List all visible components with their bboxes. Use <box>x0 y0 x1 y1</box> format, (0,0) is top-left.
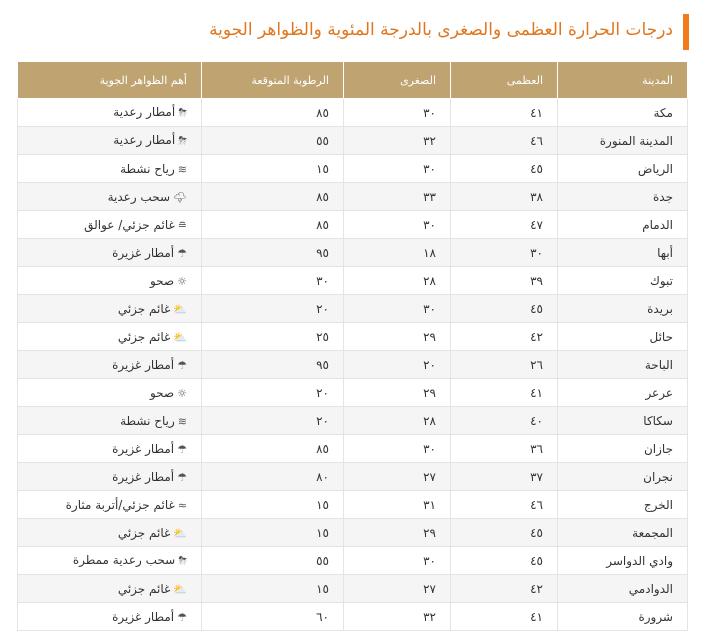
city-cell: مكة <box>558 99 688 127</box>
page-title: درجات الحرارة العظمى والصغرى بالدرجة المئوية والظواهر الجوية <box>209 20 673 40</box>
city-cell: الخرج <box>558 491 688 519</box>
page-header <box>14 14 689 50</box>
humidity-cell: ٢٠ <box>202 295 344 323</box>
max-temp-cell: ٤٧ <box>451 211 558 239</box>
sun-icon: ☼ <box>177 274 187 288</box>
city-cell: عرعر <box>558 379 688 407</box>
weather-table <box>17 61 688 631</box>
weather-cell <box>18 603 202 631</box>
table-header-row <box>18 62 688 99</box>
max-temp-cell: ٣٩ <box>451 267 558 295</box>
table-row <box>18 407 688 435</box>
weather-cell <box>18 239 202 267</box>
weather-label: أمطار غزيرة <box>112 441 175 456</box>
weather-cell <box>18 407 202 435</box>
city-cell: بريدة <box>558 295 688 323</box>
heavy-rain-icon: ☂ <box>177 358 187 372</box>
heavy-rain-icon: ☂ <box>177 246 187 260</box>
table-row <box>18 463 688 491</box>
max-temp-cell: ٤٥ <box>451 547 558 575</box>
weather-cell <box>18 155 202 183</box>
city-cell: المجمعة <box>558 519 688 547</box>
table-body <box>18 99 688 631</box>
partly-cloudy-icon: ⛅ <box>173 302 187 316</box>
min-temp-cell: ٢٨ <box>344 407 451 435</box>
header-min: الصغرى <box>344 62 451 99</box>
min-temp-cell: ٣٠ <box>344 295 451 323</box>
weather-cell <box>18 99 202 127</box>
thunder-cloud-icon: 🌩 <box>173 190 187 204</box>
humidity-cell: ٦٠ <box>202 603 344 631</box>
min-temp-cell: ١٨ <box>344 239 451 267</box>
max-temp-cell: ٣٧ <box>451 463 558 491</box>
humidity-cell: ٨٥ <box>202 183 344 211</box>
min-temp-cell: ٢٠ <box>344 351 451 379</box>
humidity-cell: ٥٥ <box>202 127 344 155</box>
wind-icon: ≋ <box>177 414 187 428</box>
max-temp-cell: ٣٨ <box>451 183 558 211</box>
table-row <box>18 435 688 463</box>
min-temp-cell: ٢٧ <box>344 463 451 491</box>
weather-label: صحو <box>149 385 175 400</box>
weather-label: غائم جزئي/ عوالق <box>84 217 175 232</box>
weather-cell <box>18 183 202 211</box>
city-cell: الدوادمي <box>558 575 688 603</box>
table-row <box>18 295 688 323</box>
weather-cell <box>18 379 202 407</box>
title-accent-bar <box>683 14 689 50</box>
thunder-rain-icon: ⛈ <box>178 554 187 567</box>
header-max: العظمى <box>451 62 558 99</box>
heavy-rain-icon: ☂ <box>177 610 187 624</box>
city-cell: الرياض <box>558 155 688 183</box>
max-temp-cell: ٤٥ <box>451 295 558 323</box>
max-temp-cell: ٤٦ <box>451 491 558 519</box>
humidity-cell: ٥٥ <box>202 547 344 575</box>
humidity-cell: ١٥ <box>202 575 344 603</box>
max-temp-cell: ٤٢ <box>451 575 558 603</box>
table-row <box>18 155 688 183</box>
heavy-rain-icon: ☂ <box>177 470 187 484</box>
weather-cell <box>18 435 202 463</box>
min-temp-cell: ٣٢ <box>344 603 451 631</box>
thunder-rain-icon: ⛈ <box>178 106 187 119</box>
max-temp-cell: ٢٦ <box>451 351 558 379</box>
humidity-cell: ٢٠ <box>202 379 344 407</box>
humidity-cell: ٩٥ <box>202 351 344 379</box>
weather-cell <box>18 323 202 351</box>
weather-cell <box>18 519 202 547</box>
header-city: المدينة <box>558 62 688 99</box>
table-row <box>18 379 688 407</box>
city-cell: حائل <box>558 323 688 351</box>
dust-icon: ≈ <box>177 498 187 512</box>
table-row <box>18 547 688 575</box>
humidity-cell: ٢٠ <box>202 407 344 435</box>
weather-label: أمطار غزيرة <box>112 469 175 484</box>
weather-cell <box>18 575 202 603</box>
min-temp-cell: ٣١ <box>344 491 451 519</box>
humidity-cell: ٨٥ <box>202 435 344 463</box>
city-cell: أبها <box>558 239 688 267</box>
max-temp-cell: ٤١ <box>451 379 558 407</box>
weather-label: صحو <box>149 273 175 288</box>
table-row <box>18 99 688 127</box>
table-row <box>18 127 688 155</box>
haze-icon: ≘ <box>177 218 187 232</box>
city-cell: شرورة <box>558 603 688 631</box>
max-temp-cell: ٤٥ <box>451 519 558 547</box>
min-temp-cell: ٣٢ <box>344 127 451 155</box>
city-cell: سكاكا <box>558 407 688 435</box>
min-temp-cell: ٣٣ <box>344 183 451 211</box>
weather-label: غائم جزئي/أتربة مثارة <box>65 497 175 512</box>
weather-cell <box>18 211 202 239</box>
city-cell: جدة <box>558 183 688 211</box>
humidity-cell: ٨٥ <box>202 211 344 239</box>
min-temp-cell: ٣٠ <box>344 99 451 127</box>
city-cell: الباحة <box>558 351 688 379</box>
humidity-cell: ١٥ <box>202 155 344 183</box>
city-cell: المدينة المنورة <box>558 127 688 155</box>
max-temp-cell: ٤١ <box>451 603 558 631</box>
city-cell: نجران <box>558 463 688 491</box>
weather-label: أمطار رعدية <box>113 133 176 147</box>
max-temp-cell: ٣٦ <box>451 435 558 463</box>
min-temp-cell: ٣٠ <box>344 211 451 239</box>
min-temp-cell: ٢٩ <box>344 323 451 351</box>
partly-cloudy-icon: ⛅ <box>173 582 187 596</box>
min-temp-cell: ٣٠ <box>344 155 451 183</box>
weather-label: رياح نشطة <box>120 413 175 428</box>
humidity-cell: ٩٥ <box>202 239 344 267</box>
weather-cell <box>18 267 202 295</box>
table-row <box>18 575 688 603</box>
weather-label: غائم جزئي <box>117 301 171 316</box>
weather-cell <box>18 351 202 379</box>
weather-cell <box>18 295 202 323</box>
humidity-cell: ٨٠ <box>202 463 344 491</box>
humidity-cell: ٨٥ <box>202 99 344 127</box>
max-temp-cell: ٤٢ <box>451 323 558 351</box>
sun-icon: ☼ <box>177 386 187 400</box>
weather-label: أمطار غزيرة <box>112 245 175 260</box>
max-temp-cell: ٤١ <box>451 99 558 127</box>
weather-label: سحب رعدية <box>107 189 171 204</box>
humidity-cell: ١٥ <box>202 491 344 519</box>
min-temp-cell: ٢٩ <box>344 519 451 547</box>
city-cell: تبوك <box>558 267 688 295</box>
city-cell: الدمام <box>558 211 688 239</box>
weather-label: أمطار غزيرة <box>112 357 175 372</box>
city-cell: جازان <box>558 435 688 463</box>
weather-label: غائم جزئي <box>117 329 171 344</box>
weather-label: سحب رعدية ممطرة <box>72 553 176 567</box>
city-cell: وادي الدواسر <box>558 547 688 575</box>
weather-cell <box>18 127 202 155</box>
min-temp-cell: ٣٠ <box>344 547 451 575</box>
weather-cell <box>18 491 202 519</box>
max-temp-cell: ٤٠ <box>451 407 558 435</box>
partly-cloudy-icon: ⛅ <box>173 330 187 344</box>
weather-cell <box>18 547 202 575</box>
heavy-rain-icon: ☂ <box>177 442 187 456</box>
weather-label: رياح نشطة <box>120 161 175 176</box>
max-temp-cell: ٤٥ <box>451 155 558 183</box>
table-row <box>18 239 688 267</box>
humidity-cell: ١٥ <box>202 519 344 547</box>
header-weather: أهم الظواهر الجوية <box>18 62 202 99</box>
weather-label: غائم جزئي <box>117 581 171 596</box>
max-temp-cell: ٣٠ <box>451 239 558 267</box>
table-row <box>18 603 688 631</box>
min-temp-cell: ٢٩ <box>344 379 451 407</box>
wind-icon: ≋ <box>177 162 187 176</box>
humidity-cell: ٣٠ <box>202 267 344 295</box>
thunder-rain-icon: ⛈ <box>178 134 187 147</box>
table-row <box>18 183 688 211</box>
partly-cloudy-icon: ⛅ <box>173 526 187 540</box>
weather-label: أمطار رعدية <box>113 105 176 119</box>
table-row <box>18 211 688 239</box>
table-row <box>18 491 688 519</box>
min-temp-cell: ٢٧ <box>344 575 451 603</box>
table-row <box>18 323 688 351</box>
min-temp-cell: ٣٠ <box>344 435 451 463</box>
min-temp-cell: ٢٨ <box>344 267 451 295</box>
table-row <box>18 519 688 547</box>
max-temp-cell: ٤٦ <box>451 127 558 155</box>
header-humidity: الرطوبة المتوقعة <box>202 62 344 99</box>
humidity-cell: ٢٥ <box>202 323 344 351</box>
weather-label: غائم جزئي <box>117 525 171 540</box>
table-row <box>18 351 688 379</box>
weather-cell <box>18 463 202 491</box>
weather-label: أمطار غزيرة <box>112 609 175 624</box>
table-row <box>18 267 688 295</box>
